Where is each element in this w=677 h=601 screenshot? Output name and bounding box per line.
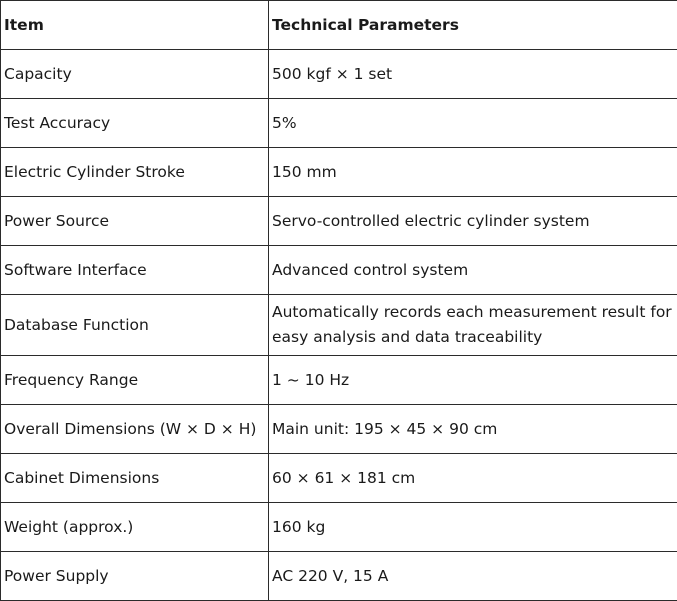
row-parameter-value: 1 ~ 10 Hz <box>269 356 677 405</box>
row-parameter-value: 5% <box>269 99 677 148</box>
table-row <box>1 148 677 197</box>
row-parameter-value: Advanced control system <box>269 246 677 295</box>
row-item-label: Power Supply <box>1 552 269 601</box>
row-item-label: Capacity <box>1 50 269 99</box>
row-parameter-value: 500 kgf × 1 set <box>269 50 677 99</box>
table-row <box>1 405 677 454</box>
table-header-row <box>1 1 677 50</box>
row-item-label: Database Function <box>1 295 269 356</box>
table-row <box>1 50 677 99</box>
column-header-technical-parameters: Technical Parameters <box>269 1 677 50</box>
table-row <box>1 99 677 148</box>
row-item-label: Electric Cylinder Stroke <box>1 148 269 197</box>
row-parameter-value: AC 220 V, 15 A <box>269 552 677 601</box>
row-item-label: Power Source <box>1 197 269 246</box>
table-row <box>1 503 677 552</box>
table-row <box>1 246 677 295</box>
table-row <box>1 295 677 356</box>
row-item-label: Software Interface <box>1 246 269 295</box>
row-item-label: Frequency Range <box>1 356 269 405</box>
table-row <box>1 197 677 246</box>
table-row <box>1 454 677 503</box>
row-item-label: Overall Dimensions (W × D × H) <box>1 405 269 454</box>
row-item-label: Test Accuracy <box>1 99 269 148</box>
row-parameter-value: Servo-controlled electric cylinder system <box>269 197 677 246</box>
column-header-item: Item <box>1 1 269 50</box>
row-item-label: Weight (approx.) <box>1 503 269 552</box>
row-item-label: Cabinet Dimensions <box>1 454 269 503</box>
table-row <box>1 552 677 601</box>
table-row <box>1 356 677 405</box>
row-parameter-value: 150 mm <box>269 148 677 197</box>
row-parameter-value: 160 kg <box>269 503 677 552</box>
row-parameter-value: Main unit: 195 × 45 × 90 cm <box>269 405 677 454</box>
row-parameter-value: 60 × 61 × 181 cm <box>269 454 677 503</box>
row-parameter-value: Automatically records each measurement result for easy analysis and data traceability <box>269 295 677 356</box>
